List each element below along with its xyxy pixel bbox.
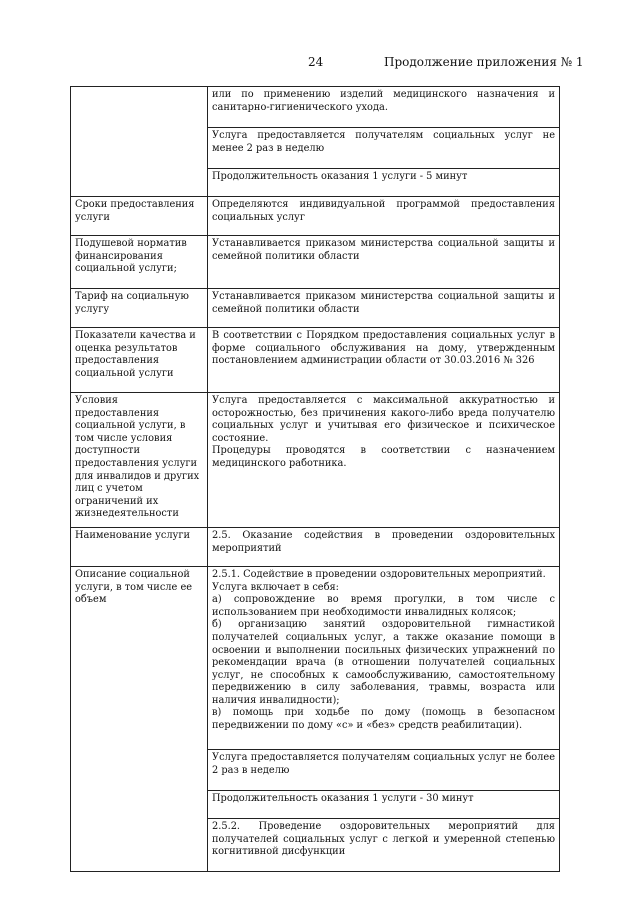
content-paragraph: Устанавливается приказом министерства социальной защиты и семейной политики области xyxy=(212,291,555,315)
table-row xyxy=(71,328,560,393)
row-content xyxy=(208,749,560,790)
row-label: Показатели качества и оценка результатов предоставления социальной услуги xyxy=(71,328,208,393)
table-row xyxy=(71,236,560,289)
service-table xyxy=(70,86,560,872)
content-paragraph: Определяются индивидуальной программой предоставления социальных услуг xyxy=(212,199,555,223)
content-paragraph: Устанавливается приказом министерства социальной защиты и семейной политики области xyxy=(212,238,555,262)
row-content xyxy=(208,128,560,169)
row-label: Описание социальной услуги, в том числе ее объем xyxy=(71,566,208,871)
row-content xyxy=(208,818,560,871)
content-paragraph: Продолжительность оказания 1 услуги - 30 минут xyxy=(212,792,474,804)
content-paragraph: а) сопровождение во время прогулки, в том числе с использованием при необходимости инвалидных колясок; xyxy=(212,594,555,618)
row-content xyxy=(208,328,560,393)
row-label: Тариф на социальную услугу xyxy=(71,289,208,328)
row-label: Подушевой норматив финансирования социальной услуги; xyxy=(71,236,208,289)
content-paragraph: б) организацию занятий оздоровительной гимнастикой получателей социальных услуг, а также оказание помощи в освоении и выполнении посильных физических упражнений по рекомендации врача (в отношении получателей социальных услуг, не способных к самообслуживанию, самостоятельному передвижению в силу заболевания, травмы, возраста или наличия инвалидности); xyxy=(212,619,555,706)
row-content xyxy=(208,790,560,818)
content-paragraph: Услуга предоставляется получателям социальных услуг не менее 2 раз в неделю xyxy=(212,130,555,154)
table-row xyxy=(71,566,560,749)
table-row xyxy=(71,393,560,528)
content-paragraph: Услуга предоставляется с максимальной аккуратностью и осторожностью, без причинения какого-либо вреда получателю социальных услуг и учитывая его физическое и психическое состояние. xyxy=(212,395,555,444)
content-paragraph: Продолжительность оказания 1 услуги - 5 минут xyxy=(212,171,468,182)
table-row xyxy=(71,87,560,128)
row-label: Условия предоставления социальной услуги, в том числе условия доступности предоставления услуги для инвалидов и других лиц с учетом ограничений их жизнедеятельности xyxy=(71,393,208,528)
row-content xyxy=(208,169,560,197)
content-paragraph: Процедуры проводятся в соответствии с назначением медицинского работника. xyxy=(212,445,555,469)
content-paragraph: Услуга предоставляется получателям социальных услуг не более 2 раз в неделю xyxy=(212,751,555,776)
content-paragraph: Услуга включает в себя: xyxy=(212,581,339,593)
row-content xyxy=(208,393,560,528)
row-content xyxy=(208,527,560,566)
table-row xyxy=(71,527,560,566)
row-label: Наименование услуги xyxy=(71,527,208,566)
content-paragraph: 2.5.1. Содействие в проведении оздоровительных мероприятий. xyxy=(212,568,546,580)
content-paragraph: В соответствии с Порядком предоставления социальных услуг в форме социального обслуживания на дому, утвержденным постановлением администрации области от 30.03.2016 № 326 xyxy=(212,330,555,367)
content-paragraph: или по применению изделий медицинского назначения и санитарно-гигиенического ухода. xyxy=(212,89,555,113)
table-row xyxy=(71,289,560,328)
page-header-title: Продолжение приложения № 1 xyxy=(384,55,584,69)
row-content xyxy=(208,87,560,128)
content-paragraph: 2.5. Оказание содействия в проведении оздоровительных мероприятий xyxy=(212,529,555,554)
row-label: Сроки предоставления услуги xyxy=(71,197,208,236)
table-row xyxy=(71,197,560,236)
row-content xyxy=(208,566,560,749)
content-paragraph: в) помощь при ходьбе по дому (помощь в безопасном передвижении по дому «с» и «без» средств реабилитации). xyxy=(212,707,555,732)
content-paragraph: 2.5.2. Проведение оздоровительных мероприятий для получателей социальных услуг с легкой и умеренной степенью когнитивной дисфункции xyxy=(212,820,555,858)
row-content xyxy=(208,289,560,328)
row-content xyxy=(208,197,560,236)
row-content xyxy=(208,236,560,289)
row-label xyxy=(71,87,208,197)
page-number: 24 xyxy=(308,55,324,69)
